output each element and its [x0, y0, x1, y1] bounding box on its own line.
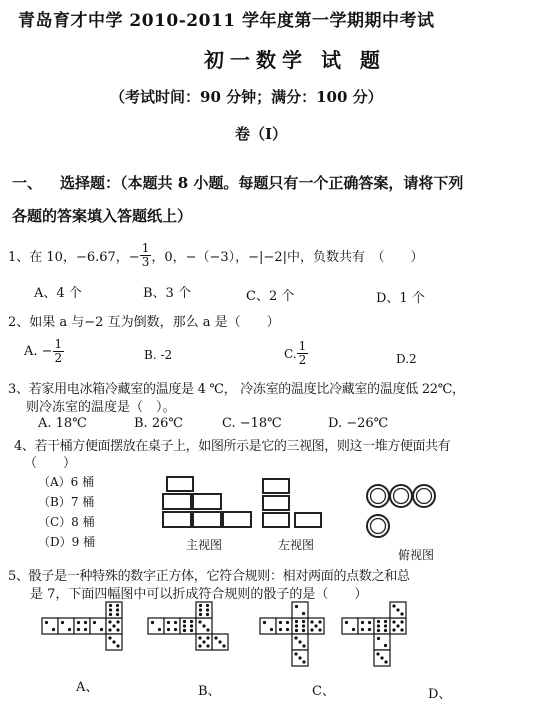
q1-option-a: A、4 个 — [34, 286, 82, 301]
q3-option-a: A. 18℃ — [38, 416, 87, 431]
dice-pip — [93, 621, 96, 624]
dice-pip — [310, 628, 313, 631]
dice-pip — [361, 628, 364, 631]
dice-pip — [345, 621, 348, 624]
section-heading-line1: 选择题：（本题共 8 小题。每题只有一个正确答案，请将下列 — [60, 174, 464, 192]
dice-pip — [302, 629, 305, 632]
dice-pip — [158, 628, 161, 631]
front-view-cup — [162, 493, 192, 510]
dice-pip — [206, 628, 209, 631]
dice-pip — [199, 608, 202, 611]
dice-pip — [190, 620, 193, 623]
q2-a-prefix: A. − — [24, 344, 53, 359]
dice-pip — [100, 628, 103, 631]
dice-pip — [377, 629, 380, 632]
q5-option-b: B、 — [198, 684, 221, 699]
dice-pip — [384, 624, 387, 627]
dice-pip — [294, 636, 297, 639]
dice-pip — [198, 636, 201, 639]
dice-pip — [68, 628, 71, 631]
dice-pip — [279, 628, 282, 631]
question-3-line2: 则冷冻室的温度是（ ）。 — [26, 400, 176, 415]
dice-pip — [396, 608, 399, 611]
dice-pip — [368, 628, 371, 631]
dice-pip — [108, 620, 111, 623]
dice-pip — [310, 620, 313, 623]
exam-info: （考试时间：90 分钟；满分：100 分） — [110, 88, 383, 106]
dice-face — [148, 618, 164, 634]
q2-a-fraction — [53, 338, 65, 365]
dice-pip — [206, 613, 209, 616]
dice-pip — [400, 612, 403, 615]
dice-pip — [109, 608, 112, 611]
dice-pip — [214, 636, 217, 639]
dice-face — [74, 618, 90, 634]
left-view-cup — [262, 478, 290, 494]
q2-c-den: 2 — [298, 353, 307, 367]
dice-pip — [202, 640, 205, 643]
left-view-label: 左视图 — [278, 538, 315, 552]
dice-pip — [286, 628, 289, 631]
dice-pip — [384, 629, 387, 632]
dice-net-b — [146, 600, 240, 666]
dice-pip — [198, 644, 201, 647]
q2-a-num: 1 — [54, 337, 63, 351]
dice-pip — [206, 604, 209, 607]
dice-face — [58, 618, 74, 634]
exam-title: 青岛育才中学 2010-2011 学年度第一学期期中考试 — [18, 11, 435, 31]
question-5-line1: 5、骰子是一种特殊的数字正方体，它符合规则：相对两面的点数之和总 — [8, 569, 410, 584]
q5-option-c: C、 — [312, 684, 335, 699]
dice-pip — [263, 621, 266, 624]
front-view-cup — [192, 511, 222, 528]
dice-pip — [318, 620, 321, 623]
left-view-cup — [262, 512, 290, 528]
q1-option-c: C、2 个 — [246, 289, 295, 304]
dice-face — [164, 618, 180, 634]
dice-pip — [116, 620, 119, 623]
dice-pip — [318, 628, 321, 631]
dice-pip — [295, 605, 298, 608]
dice-pip — [151, 621, 154, 624]
dice-pip — [84, 628, 87, 631]
dice-pip — [61, 621, 64, 624]
dice-pip — [384, 620, 387, 623]
dice-pip — [295, 620, 298, 623]
q4-option-d: （D）9 桶 — [38, 535, 96, 549]
dice-pip — [183, 624, 186, 627]
dice-pip — [174, 628, 177, 631]
q2-c-fraction — [297, 340, 309, 367]
dice-pip — [206, 608, 209, 611]
dice-pip — [112, 624, 115, 627]
dice-pip — [199, 613, 202, 616]
front-view-cup — [222, 511, 252, 528]
dice-pip — [302, 624, 305, 627]
dice-pip — [361, 621, 364, 624]
dice-pip — [116, 628, 119, 631]
dice-pip — [116, 608, 119, 611]
dice-pip — [109, 604, 112, 607]
dice-face — [292, 602, 308, 618]
dice-pip — [294, 652, 297, 655]
dice-pip — [295, 629, 298, 632]
dice-pip — [298, 656, 301, 659]
dice-pip — [109, 613, 112, 616]
dice-pip — [314, 624, 317, 627]
dice-pip — [199, 604, 202, 607]
question-5-line2: 是 7，下面四幅图中可以折成符合规则的骰子的是（ ） — [30, 587, 368, 602]
q5-option-d: D、 — [428, 687, 452, 702]
dice-face — [292, 618, 308, 634]
q1-frac-num: 1 — [141, 241, 150, 255]
dice-pip — [174, 621, 177, 624]
dice-pip — [392, 604, 395, 607]
dice-pip — [198, 620, 201, 623]
dice-pip — [352, 628, 355, 631]
dice-pip — [279, 621, 282, 624]
dice-face — [90, 618, 106, 634]
q2-c-num: 1 — [298, 339, 307, 353]
dice-pip — [286, 621, 289, 624]
q2-a-den: 2 — [54, 351, 63, 365]
q3-option-c: C. −18℃ — [222, 416, 282, 431]
q2-c-prefix: C. — [284, 346, 297, 361]
front-view-cup — [192, 493, 222, 510]
dice-face — [106, 602, 122, 618]
dice-pip — [77, 621, 80, 624]
dice-pip — [302, 612, 305, 615]
volume-label: 卷（Ⅰ） — [235, 125, 288, 143]
front-view-label: 主视图 — [186, 538, 223, 552]
dice-pip — [380, 656, 383, 659]
q2-option-d: D.2 — [396, 352, 417, 366]
dice-pip — [77, 628, 80, 631]
front-view-cup — [162, 511, 192, 528]
top-view-figure — [364, 482, 436, 544]
dice-pip — [190, 624, 193, 627]
dice-pip — [183, 620, 186, 623]
dice-face — [374, 618, 390, 634]
question-4-line2: （ ） — [24, 456, 77, 471]
dice-net-c — [242, 600, 336, 672]
dice-pip — [298, 640, 301, 643]
left-view-cup — [262, 495, 290, 511]
dice-pip — [116, 613, 119, 616]
dice-face — [276, 618, 292, 634]
q4-option-b: （B）7 桶 — [38, 495, 95, 509]
dice-face — [374, 634, 390, 650]
dice-pip — [167, 621, 170, 624]
dice-pip — [400, 628, 403, 631]
dice-pip — [190, 629, 193, 632]
dice-pip — [108, 636, 111, 639]
dice-face — [180, 618, 196, 634]
q1-fraction — [140, 242, 152, 269]
exam-subtitle: 初一数学 试 题 — [204, 48, 386, 72]
q2-option-a — [24, 338, 64, 365]
question-1-stem — [8, 242, 423, 269]
dice-pip — [206, 636, 209, 639]
dice-pip — [116, 644, 119, 647]
dice-pip — [377, 624, 380, 627]
dice-pip — [392, 628, 395, 631]
dice-pip — [52, 628, 55, 631]
q1-mid: ，0，−（−3），−|−2|中，负数共有 （ ） — [151, 250, 424, 265]
dice-pip — [202, 624, 205, 627]
q1-option-b: B、3 个 — [143, 286, 191, 301]
q1-prefix: 1、在 10，−6.67，− — [8, 250, 140, 265]
dice-pip — [302, 660, 305, 663]
q2-option-b: B. -2 — [144, 348, 173, 362]
dice-pip — [368, 621, 371, 624]
dice-face — [196, 602, 212, 618]
dice-pip — [218, 640, 221, 643]
dice-pip — [45, 621, 48, 624]
dice-pip — [84, 621, 87, 624]
dice-pip — [108, 628, 111, 631]
dice-pip — [302, 644, 305, 647]
q3-option-d: D. −26℃ — [328, 416, 389, 431]
dice-pip — [112, 640, 115, 643]
section-number: 一、 — [12, 174, 43, 192]
dice-face — [260, 618, 276, 634]
dice-pip — [167, 628, 170, 631]
question-4-line1: 4、若干桶方便面摆放在桌子上，如图所示是它的三视图，则这一堆方便面共有 — [14, 439, 451, 454]
q2-option-c — [284, 340, 308, 367]
dice-pip — [222, 644, 225, 647]
q5-option-a: A、 — [76, 680, 99, 695]
q1-option-d: D、1 个 — [376, 291, 425, 306]
q1-frac-den: 3 — [141, 255, 150, 269]
q4-option-c: （C）8 桶 — [38, 515, 95, 529]
dice-pip — [116, 604, 119, 607]
dice-pip — [270, 628, 273, 631]
dice-pip — [376, 652, 379, 655]
top-view-label: 俯视图 — [398, 548, 435, 562]
dice-pip — [400, 620, 403, 623]
dice-pip — [384, 660, 387, 663]
dice-net-a — [40, 600, 134, 660]
dice-pip — [392, 620, 395, 623]
dice-pip — [396, 624, 399, 627]
dice-face — [358, 618, 374, 634]
dice-pip — [377, 620, 380, 623]
front-view-cup — [166, 476, 194, 492]
dice-pip — [295, 624, 298, 627]
dice-pip — [384, 644, 387, 647]
q3-option-b: B. 26℃ — [134, 416, 183, 431]
question-2-stem: 2、如果 a 与−2 互为倒数，那么 a 是（ ） — [8, 315, 280, 330]
section-heading-line2: 各题的答案填入答题纸上） — [12, 207, 193, 225]
question-3-line1: 3、若家用电冰箱冷藏室的温度是 4 ℃， 冷冻室的温度比冷藏室的温度低 22℃， — [8, 382, 465, 397]
dice-pip — [302, 620, 305, 623]
dice-pip — [206, 644, 209, 647]
left-view-cup — [294, 512, 322, 528]
dice-face — [42, 618, 58, 634]
dice-pip — [183, 629, 186, 632]
dice-net-d — [340, 600, 434, 678]
q4-option-a: （A）6 桶 — [38, 475, 95, 489]
dice-pip — [377, 637, 380, 640]
dice-face — [342, 618, 358, 634]
